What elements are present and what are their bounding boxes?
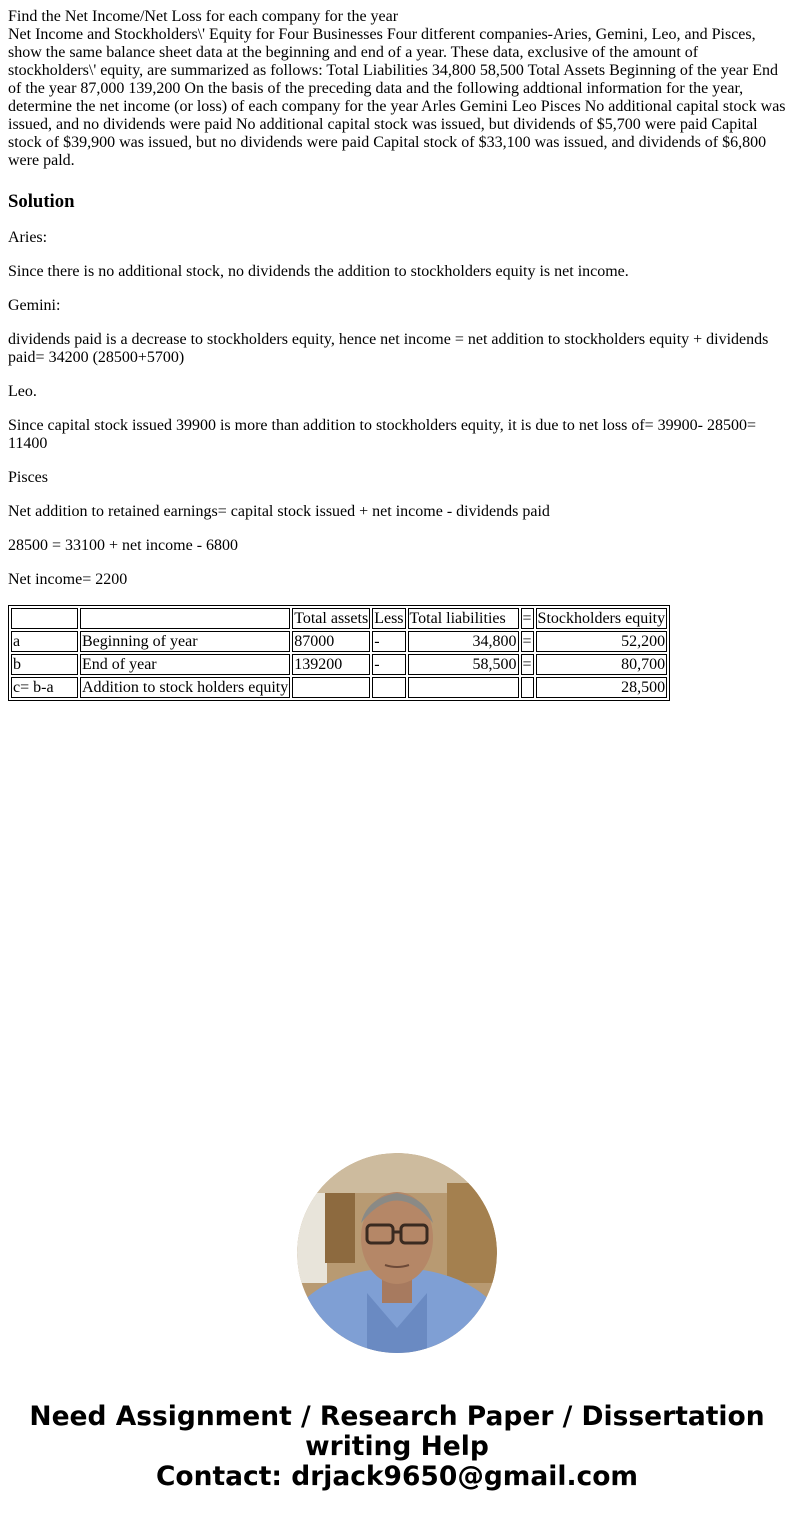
table-header-cell <box>80 608 290 629</box>
table-cell: = <box>522 656 532 673</box>
tutor-avatar <box>297 1153 497 1353</box>
table-cell: 80,700 <box>536 654 668 675</box>
table-header-cell: Stockholders equity <box>537 610 666 627</box>
table-cell: Addition to stock holders equity <box>82 679 289 696</box>
question-title: Find the Net Income/Net Loss for each company for the year <box>8 8 399 25</box>
solution-paragraph: Gemini: <box>8 297 61 314</box>
table-row <box>11 654 667 675</box>
solution-heading: Solution <box>8 191 75 212</box>
document-content <box>8 8 786 701</box>
table-cell: 139200 <box>292 654 370 675</box>
table-cell: c= b-a <box>11 677 78 698</box>
contact-email: Contact: drjack9650@gmail.com <box>155 1461 639 1492</box>
table-cell: a <box>11 631 78 652</box>
table-header-row <box>11 608 667 629</box>
table-total-row <box>11 677 667 698</box>
solution-paragraph: Since capital stock issued 39900 is more than addition to stockholders equity, it is due to net loss of= 39900- 28500= 11400 <box>8 417 757 452</box>
question-body: Net Income and Stockholders\' Equity for Four Businesses Four ditferent companies-Aries, Gemini, Leo, and Pisces, show the same balance sheet data at the beginning and end of a year. These data, exclusive of the amount of stockholders\' equity, are summarized as follows: Total Liabilities 34,800 58,500 Total Assets Beginning of the year End of the year 87,000 139,200 On the basis of the preceding data and the following addtional information for the year, determine the net income (or loss) of each company for the year Arles Gemini Leo Pisces No additional capital stock was issued, and no dividends were paid No additional capital stock was issued, but dividends of $5,700 were paid Capital stock of $39,900 was issued, but no dividends were paid Capital stock of $33,100 was issued, and dividends of $6,800 were pald. <box>8 26 786 169</box>
table-cell: 58,500 <box>408 654 519 675</box>
table-cell: End of year <box>80 654 290 675</box>
table-cell <box>521 677 534 698</box>
equity-calculation-table <box>8 605 670 701</box>
table-cell: Beginning of year <box>80 631 290 652</box>
table-cell: 87000 <box>292 631 370 652</box>
table-header-cell: Less <box>374 610 404 627</box>
table-cell: 28,500 <box>536 677 668 698</box>
table-cell: b <box>11 654 78 675</box>
solution-paragraph: Net addition to retained earnings= capital stock issued + net income - dividends paid <box>8 503 550 520</box>
contact-banner <box>0 1402 794 1492</box>
table-cell: - <box>372 654 405 675</box>
solution-paragraph: Pisces <box>8 469 48 486</box>
solution-paragraph: Since there is no additional stock, no dividends the addition to stockholders equity is net income. <box>8 263 629 280</box>
avatar-icon <box>297 1153 497 1353</box>
table-header-cell: Total liabilities <box>408 608 519 629</box>
table-cell <box>292 677 370 698</box>
table-cell <box>408 677 519 698</box>
table-cell: 52,200 <box>536 631 668 652</box>
table-header-cell <box>11 608 78 629</box>
solution-paragraph: 28500 = 33100 + net income - 6800 <box>8 537 239 554</box>
solution-paragraph: dividends paid is a decrease to stockholders equity, hence net income = net addition to stockholders equity + dividends paid= 34200 (28500+5700) <box>8 331 769 366</box>
table-cell: - <box>372 631 405 652</box>
solution-paragraph: Aries: <box>8 229 48 246</box>
table-header-cell: Total assets <box>294 610 369 627</box>
banner-line: Need Assignment / Research Paper / Dissertation <box>29 1401 765 1432</box>
table-header-cell: = <box>522 610 532 627</box>
table-row <box>11 631 667 652</box>
solution-paragraph: Net income= 2200 <box>8 571 128 588</box>
banner-line: writing Help <box>305 1431 489 1462</box>
table-cell: = <box>522 633 532 650</box>
table-cell: 34,800 <box>408 631 519 652</box>
table-cell <box>372 677 405 698</box>
solution-paragraph: Leo. <box>8 383 37 400</box>
